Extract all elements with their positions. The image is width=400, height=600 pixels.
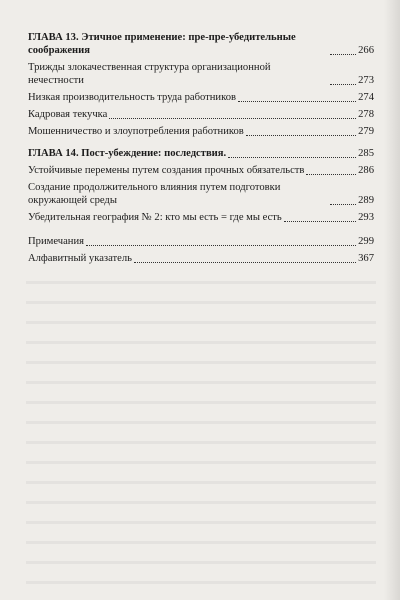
toc-entry-page: 266 [358, 45, 374, 56]
toc-entry-title: Убедительная география № 2: кто мы есть = где мы есть [28, 212, 282, 223]
leader-dots [228, 157, 356, 158]
toc-entry-page: 279 [358, 126, 374, 137]
toc-entry[interactable] [28, 211, 374, 224]
leader-dots [134, 262, 356, 263]
toc-entry[interactable] [28, 108, 374, 121]
toc-entry-page: 367 [358, 253, 374, 264]
toc-entry-notes[interactable] [28, 235, 374, 248]
toc-entry-page: 293 [358, 212, 374, 223]
leader-dots [238, 101, 356, 102]
toc-entry-title: ГЛАВА 14. Пост-убеждение: последствия. [28, 148, 227, 159]
toc-entry-page: 274 [358, 92, 374, 103]
leader-dots [246, 135, 356, 136]
leader-dots [330, 54, 356, 55]
toc-entry-page: 289 [358, 195, 374, 206]
toc-entry-title: Трижды злокачественная структура организационной нечестности [28, 62, 271, 86]
toc-entry-title: Алфавитный указатель [28, 253, 132, 264]
toc-entry[interactable] [28, 181, 374, 207]
leader-dots [284, 221, 356, 222]
toc-entry-title: ГЛАВА 13. Этичное применение: пре-пре-убедительные соображения [28, 32, 296, 56]
toc-entry-title: Мошенничество и злоупотребления работников [28, 126, 244, 137]
toc-entry-chapter-14[interactable] [28, 147, 374, 160]
toc-entry-title: Низкая производительность труда работников [28, 92, 237, 103]
toc-entry-page: 273 [358, 75, 374, 86]
page-edge-shadow [384, 0, 400, 600]
toc-entry[interactable] [28, 164, 374, 177]
toc-entry-title: Устойчивые перемены путем создания прочных обязательств [28, 165, 305, 176]
toc-entry[interactable] [28, 91, 374, 104]
toc-entry-title: Примечания [28, 236, 84, 247]
leader-dots [86, 245, 356, 246]
toc-entry-index[interactable] [28, 252, 374, 265]
bleed-through-texture [26, 268, 376, 588]
toc-entry[interactable] [28, 61, 374, 87]
leader-dots [109, 118, 356, 119]
leader-dots [306, 174, 356, 175]
table-of-contents [28, 31, 374, 265]
toc-entry-page: 286 [358, 165, 374, 176]
toc-entry[interactable] [28, 125, 374, 138]
toc-entry-page: 299 [358, 236, 374, 247]
leader-dots [330, 204, 356, 205]
leader-dots [330, 84, 356, 85]
toc-entry-page: 278 [358, 109, 374, 120]
toc-entry-title: Создание продолжительного влияния путем подготовки окружающей среды [28, 182, 281, 206]
toc-entry-chapter-13[interactable] [28, 31, 374, 57]
toc-entry-title: Кадровая текучка [28, 109, 108, 120]
toc-entry-page: 285 [358, 148, 374, 159]
